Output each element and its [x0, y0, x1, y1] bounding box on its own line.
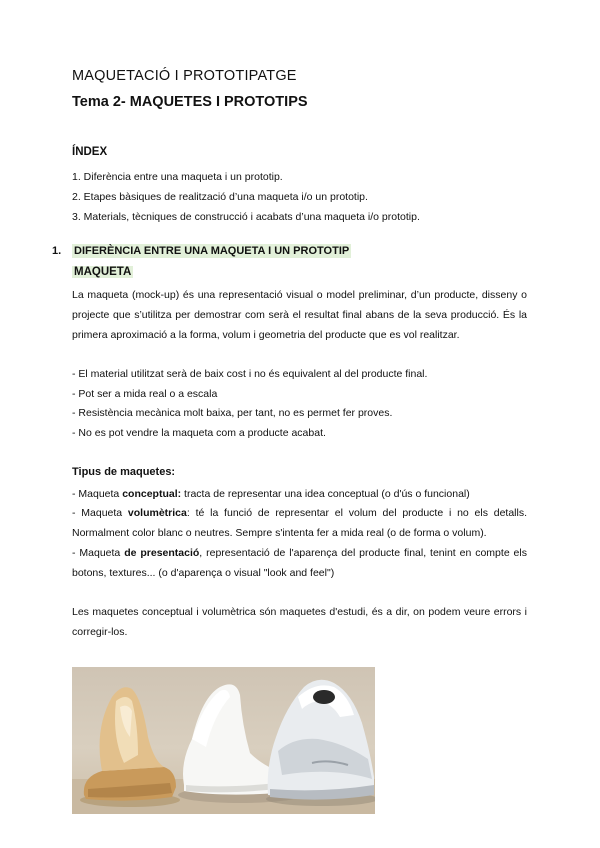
type-term-volumetric: volumètrica	[127, 507, 187, 519]
intro-paragraph: La maqueta (mock-up) és una representació visual o model preliminar, d’un producte, disseny o projecte que s’utilitza per demostrar com serà el resultat final abans de la seva producció. És la primera aproximació a la forma, volum i geometria del producte que es vol realitzar.	[72, 289, 527, 341]
type-conceptual	[72, 484, 527, 504]
bullet-item: - El material utilitzat serà de baix cost i no és equivalent al del producte final.	[72, 368, 428, 380]
bullet-item: - Resistència mecànica molt baixa, per tant, no es permet fer proves.	[72, 407, 393, 420]
type-term-conceptual: conceptual:	[122, 488, 182, 500]
index-item: 2. Etapes bàsiques de realització d’una maqueta i/o un prototip.	[72, 191, 368, 203]
index-list	[72, 167, 420, 227]
type-prefix: - Maqueta	[72, 488, 123, 500]
type-presentation	[72, 543, 527, 583]
topic-title: Tema 2- MAQUETES I PROTOTIPS	[72, 94, 308, 110]
type-volumetric	[72, 503, 527, 543]
type-description: tracta de representar una idea conceptual (o d'ús o funcional)	[181, 488, 470, 500]
subheading-maqueta: MAQUETA	[74, 266, 132, 278]
type-prefix: - Maqueta	[72, 547, 125, 559]
iron-models-photo	[72, 667, 375, 814]
types-heading: Tipus de maquetes:	[72, 466, 176, 478]
bullet-item: - No es pot vendre la maqueta com a producte acabat.	[72, 426, 326, 439]
type-prefix: - Maqueta	[72, 507, 128, 519]
section-number: 1.	[52, 245, 62, 257]
section-heading	[52, 245, 351, 257]
course-title: MAQUETACIÓ I PROTOTIPATGE	[72, 68, 297, 84]
index-heading: ÍNDEX	[72, 146, 108, 158]
type-term-presentation: de presentació	[124, 547, 200, 559]
type-description: , representació de l'aparença del producte final, tenint en compte els botons, textures... (o d'aparença o visual "look and feel")	[72, 547, 527, 579]
final-product-iron	[266, 680, 375, 806]
index-item: 3. Materials, tècniques de construcció i acabats d’una maqueta i/o prototip.	[72, 211, 420, 223]
section-title: DIFERÈNCIA ENTRE UNA MAQUETA I UN PROTOTIP	[74, 245, 350, 257]
type-description: : té la funció de representar el volum del producte i no els detalls. Normalment color blanc o neutres. Sempre s'intenta fer a mida real (o de forma o volum).	[72, 507, 527, 539]
wooden-model	[80, 687, 180, 807]
index-item: 1. Diferència entre una maqueta i un prototip.	[72, 171, 283, 183]
bullet-item: - Pot ser a mida real o a escala	[72, 387, 218, 400]
closing-paragraph: Les maquetes conceptual i volumètrica són maquetes d'estudi, és a dir, on podem veure errors i corregir-los.	[72, 606, 527, 638]
bullet-list	[72, 365, 527, 443]
